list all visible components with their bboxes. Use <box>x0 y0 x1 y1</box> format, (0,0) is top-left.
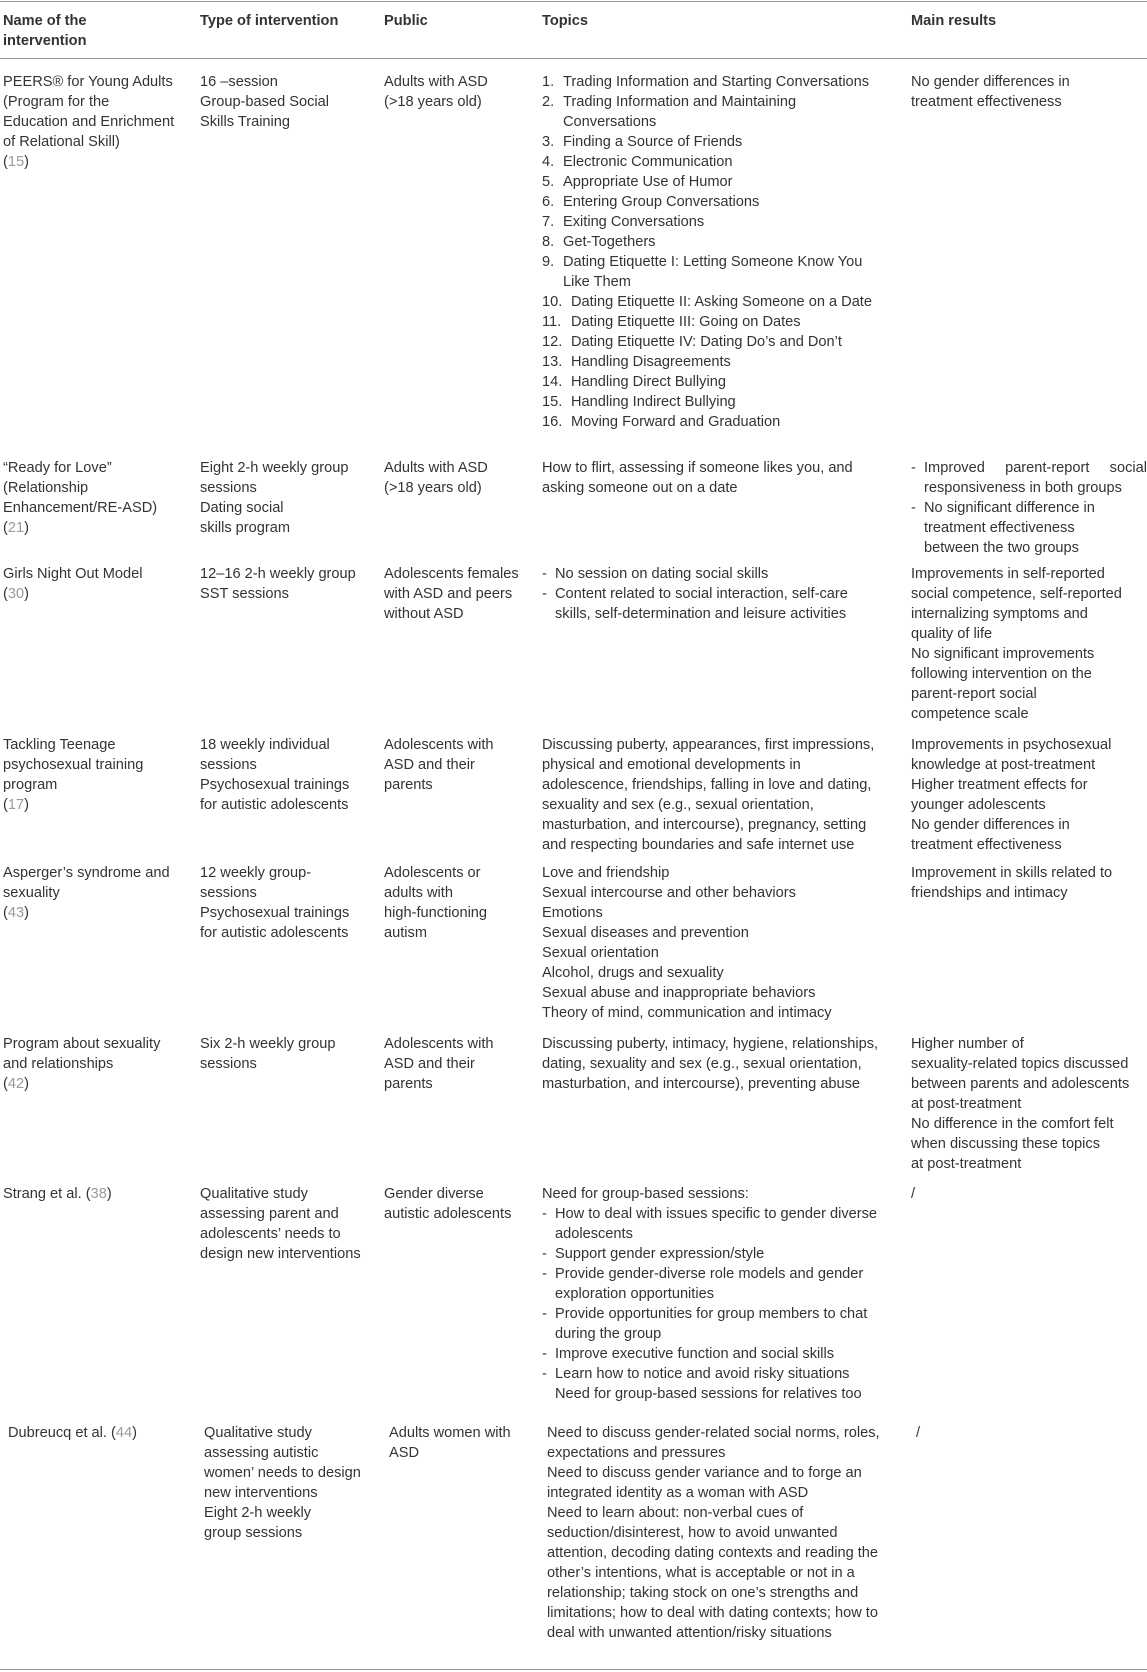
intervention-public: Adolescents with ASD and their parents <box>384 737 494 793</box>
table-top-rule <box>0 1 1147 2</box>
reference-link[interactable]: 17 <box>7 797 25 813</box>
intervention-results: Improvements in self-reported social competence, self-reported internalizing symptoms and quality of life No significant improvements following intervention on the parent-report social competence scale <box>911 566 1122 722</box>
intervention-type: Six 2-h weekly group sessions <box>200 1036 336 1072</box>
header-topics: Topics <box>542 13 588 29</box>
intervention-topics: Need for group-based sessions: - How to deal with issues specific to gender diverse adolescents - Support gender expression/style - Provide gender-diverse role models and gender exploration opportunities - Provide opportunities for group members to chat during the group - Improve executive function and social skills - Learn how to notice and avoid risky situations Need for group-based sessions for relatives too <box>542 1186 878 1402</box>
header-public: Public <box>384 13 428 29</box>
header-rule <box>0 58 1147 59</box>
intervention-results: Improvement in skills related to friendships and intimacy <box>911 865 1113 901</box>
intervention-topics: 1. Trading Information and Starting Conversations 2. Trading Information and Maintaining Conversations 3. Finding a Source of Friends 4. Electronic Communication 5. Appropriate Use of Humor 6. Entering Group Conversations 7. Exiting Conversations 8. Get-Togethers 9. Dating Etiquette I: Letting Someone Know You Like Them 10. Dating Etiquette II: Asking Someone on a Date 11. Dating Etiquette III: Going on Dates 12. Dating Etiquette IV: Dating Do’s and Don’t 13. Handling Disagreements 14. Handling Direct Bullying 15. Handling Indirect Bullying 16. Moving Forward and Graduation <box>542 74 872 430</box>
reference-link[interactable]: 21 <box>7 520 25 536</box>
table-bottom-rule <box>0 1669 1147 1670</box>
intervention-public: Adults with ASD (>18 years old) <box>384 460 488 496</box>
intervention-type: Qualitative study assessing parent and adolescents’ needs to design new interventions <box>200 1186 361 1262</box>
intervention-topics: Discussing puberty, intimacy, hygiene, relationships, dating, sexuality and sex (e.g., sexual orientation, masturbation, and intercourse), preventing abuse <box>542 1036 879 1092</box>
intervention-public: Adolescents females with ASD and peers without ASD <box>384 566 519 622</box>
intervention-public: Adolescents or adults with high-functioning autism <box>384 865 488 941</box>
intervention-public: Adults women with ASD <box>389 1425 511 1461</box>
reference-link[interactable]: 43 <box>7 905 25 921</box>
intervention-results: / <box>911 1186 916 1202</box>
reference-link[interactable]: 44 <box>115 1425 133 1441</box>
intervention-topics: How to flirt, assessing if someone likes you, and asking someone out on a date <box>542 460 853 496</box>
intervention-type: Eight 2-h weekly group sessions Dating social skills program <box>200 460 349 536</box>
intervention-results: Higher number of sexuality-related topics discussed between parents and adolescents at post-treatment No difference in the comfort felt when discussing these topics at post-treatment <box>911 1036 1130 1172</box>
intervention-name: Dubreucq et al. (44) <box>8 1425 137 1441</box>
reference-link[interactable]: 30 <box>7 586 25 602</box>
reference-link[interactable]: 38 <box>90 1186 107 1202</box>
intervention-results: Improvements in psychosexual knowledge at post-treatment Higher treatment effects for younger adolescents No gender differences in treatment effectiveness <box>911 737 1112 853</box>
intervention-type: 12 weekly group- sessions Psychosexual trainings for autistic adolescents <box>200 865 350 941</box>
intervention-name: Program about sexuality and relationships (42) <box>3 1036 161 1092</box>
intervention-name: Tackling Teenage psychosexual training program (17) <box>3 737 144 813</box>
header-results: Main results <box>911 13 997 29</box>
intervention-topics: Discussing puberty, appearances, first impressions, physical and emotional developments in adolescence, friendships, falling in love and dating, sexuality and sex (e.g., sexual orientation, masturbation, and intercourse), pregnancy, setting and respecting boundaries and safe internet use <box>542 737 875 853</box>
intervention-topics: Love and friendship Sexual intercourse and other behaviors Emotions Sexual diseases and prevention Sexual orientation Alcohol, drugs and sexuality Sexual abuse and inappropriate behaviors Theory of mind, communication and intimacy <box>542 865 832 1021</box>
intervention-type: Qualitative study assessing autistic women’ needs to design new interventions Eight 2-h weekly group sessions <box>204 1425 361 1541</box>
intervention-type: 16 –session Group-based Social Skills Training <box>200 74 329 130</box>
intervention-results: - Improved parent-report social responsiveness in both groups - No significant difference in treatment effectiveness between the two groups <box>911 460 1147 556</box>
intervention-type: 12–16 2-h weekly group SST sessions <box>200 566 356 602</box>
reference-link[interactable]: 15 <box>7 154 25 170</box>
intervention-results: No gender differences in treatment effectiveness <box>911 74 1070 110</box>
intervention-public: Gender diverse autistic adolescents <box>384 1186 512 1222</box>
reference-link[interactable]: 42 <box>7 1076 25 1092</box>
header-name: Name of the intervention <box>3 13 87 49</box>
intervention-name: PEERS® for Young Adults (Program for the Education and Enrichment of Relational Skill) (15) <box>3 74 175 170</box>
intervention-topics: - No session on dating social skills - Content related to social interaction, self-care skills, self-determination and leisure activities <box>542 566 848 622</box>
intervention-name: Asperger’s syndrome and sexuality (43) <box>3 865 170 921</box>
intervention-name: Strang et al. (38) <box>3 1186 112 1202</box>
header-type: Type of intervention <box>200 13 339 29</box>
intervention-name: Girls Night Out Model (30) <box>3 566 143 602</box>
intervention-type: 18 weekly individual sessions Psychosexual trainings for autistic adolescents <box>200 737 350 813</box>
intervention-public: Adults with ASD (>18 years old) <box>384 74 488 110</box>
intervention-topics: Need to discuss gender-related social norms, roles, expectations and pressures Need to discuss gender variance and to forge an integrated identity as a woman with ASD Need to learn about: non-verbal cues of seduction/disinterest, how to avoid unwanted attention, decoding dating contexts and reading the other’s intentions, what is acceptable or not in a relationship; taking stock on one’s strengths and limitations; how to deal with dating contexts; how to deal with unwanted attention/risky situations <box>547 1425 880 1641</box>
intervention-results: / <box>916 1425 921 1441</box>
intervention-name: “Ready for Love” (Relationship Enhancement/RE-ASD) (21) <box>3 460 158 536</box>
intervention-public: Adolescents with ASD and their parents <box>384 1036 494 1092</box>
